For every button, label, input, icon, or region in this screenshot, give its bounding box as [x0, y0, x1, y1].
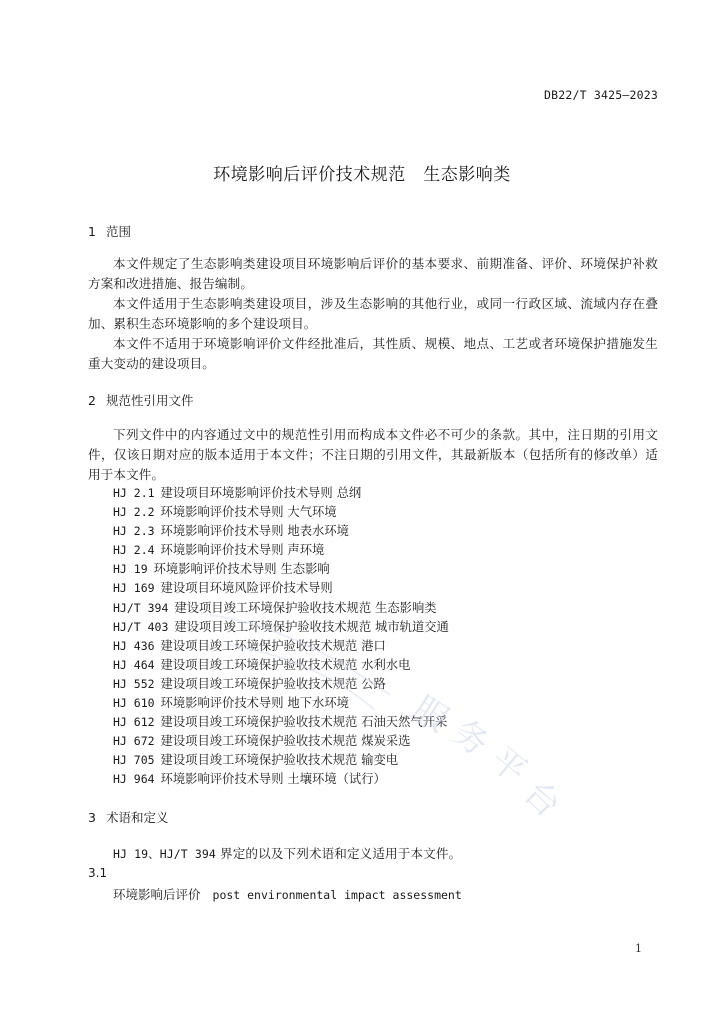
scope-paragraph: 本文件不适用于环境影响评价文件经批准后，其性质、规模、地点、工艺或者环境保护措施发生重大变动的建设项目。 [88, 336, 658, 371]
reference-code: HJ 464 [113, 657, 155, 672]
reference-title: 建设项目竣工环境保护验收技术规范 煤炭采选 [160, 734, 411, 749]
scope-paragraph: 本文件规定了生态影响类建设项目环境影响后评价的基本要求、前期准备、评价、环境保护补救方案和改进措施、报告编制。 [88, 256, 658, 291]
reference-item [113, 713, 449, 732]
reference-item [113, 637, 449, 656]
reference-title: 建设项目竣工环境保护验收技术规范 水利水电 [160, 657, 411, 672]
reference-code: HJ 552 [113, 676, 155, 691]
section-title: 术语和定义 [106, 810, 169, 825]
reference-title: 环境影响评价技术导则 大气环境 [160, 505, 337, 520]
section-number: 1 [88, 224, 96, 239]
scope-paragraph: 本文件适用于生态影响类建设项目，涉及生态影响的其他行业，或同一行政区域、流域内存在叠加、累积生态环境影响的多个建设项目。 [88, 296, 658, 331]
section-number: 2 [88, 393, 96, 408]
document-number: DB22/T 3425—2023 [544, 88, 658, 102]
reference-code: HJ 2.1 [113, 486, 155, 500]
reference-code: HJ/T 403 [113, 619, 169, 634]
reference-list [113, 484, 449, 790]
term-entry [113, 885, 462, 903]
reference-title: 建设项目竣工环境保护验收技术规范 港口 [160, 638, 386, 653]
page-number: 1 [635, 942, 642, 955]
section-1-heading [88, 222, 131, 240]
reference-title: 建设项目竣工环境保护验收技术规范 石油天然气开采 [160, 715, 448, 730]
reference-title: 建设项目竣工环境保护验收技术规范 输变电 [160, 753, 399, 768]
reference-code: HJ 964 [113, 772, 155, 787]
reference-code: HJ 19 [113, 562, 148, 577]
reference-item [113, 732, 449, 751]
svg-text:平: 平 [482, 739, 534, 792]
reference-code: HJ 169 [113, 581, 155, 596]
reference-item [113, 503, 449, 522]
reference-code: HJ 2.4 [113, 543, 155, 558]
reference-title: 建设项目环境风险评价技术导则 [160, 581, 333, 596]
reference-code: HJ 612 [113, 715, 155, 730]
document-title: 环境影响后评价技术规范 生态影响类 [213, 165, 511, 185]
reference-item [113, 751, 449, 770]
reference-item [113, 541, 449, 560]
reference-title: 建设项目竣工环境保护验收技术规范 生态影响类 [174, 600, 437, 615]
reference-code: HJ/T 394 [113, 600, 169, 615]
reference-item [113, 770, 449, 789]
reference-item [113, 656, 449, 675]
section-title: 规范性引用文件 [106, 393, 194, 408]
reference-title: 环境影响评价技术导则 地表水环境 [160, 524, 349, 539]
section-2-heading [88, 391, 194, 409]
section-title: 范围 [106, 224, 132, 239]
references-intro: 下列文件中的内容通过文中的规范性引用而构成本文件必不可少的条款。其中，注日期的引用文件，仅该日期对应的版本适用于本文件；不注日期的引用文件，其最新版本（包括所有的修改单）适用于本文件。 [88, 427, 658, 482]
term-chinese: 环境影响后评价 [113, 887, 201, 902]
reference-item [113, 522, 449, 541]
section-3-heading [88, 808, 169, 826]
reference-code: HJ 610 [113, 696, 155, 711]
svg-text:台: 台 [515, 773, 568, 826]
reference-title: 环境影响评价技术导则 地下水环境 [160, 696, 349, 711]
reference-code: HJ 2.2 [113, 505, 155, 520]
terms-intro-codes: HJ 19、HJ/T 394 [113, 847, 216, 861]
reference-title: 环境影响评价技术导则 土壤环境（试行） [160, 772, 386, 787]
section-number: 3 [88, 810, 96, 825]
reference-title: 建设项目竣工环境保护验收技术规范 公路 [160, 676, 386, 691]
reference-title: 建设项目环境影响评价技术导则 总纲 [160, 486, 362, 500]
reference-title: 环境影响评价技术导则 声环境 [160, 543, 325, 558]
svg-text:务: 务 [444, 711, 496, 765]
term-number: 3.1 [88, 866, 108, 880]
reference-item [113, 675, 449, 694]
reference-item [113, 694, 449, 713]
reference-code: HJ 705 [113, 753, 155, 768]
terms-intro-text: 界定的以及下列术语和定义适用于本文件。 [215, 846, 462, 861]
reference-item [113, 560, 449, 579]
reference-item [113, 484, 449, 503]
reference-code: HJ 672 [113, 734, 155, 749]
term-english: post environmental impact assessment [212, 888, 462, 902]
reference-item [113, 579, 449, 598]
reference-title: 环境影响评价技术导则 生态影响 [153, 562, 330, 577]
reference-item [113, 618, 449, 637]
svg-text:服: 服 [405, 688, 456, 741]
terms-intro [88, 844, 658, 864]
reference-code: HJ 2.3 [113, 524, 155, 539]
reference-title: 建设项目竣工环境保护验收技术规范 城市轨道交通 [174, 619, 449, 634]
reference-code: HJ 436 [113, 638, 155, 653]
reference-item [113, 599, 449, 618]
